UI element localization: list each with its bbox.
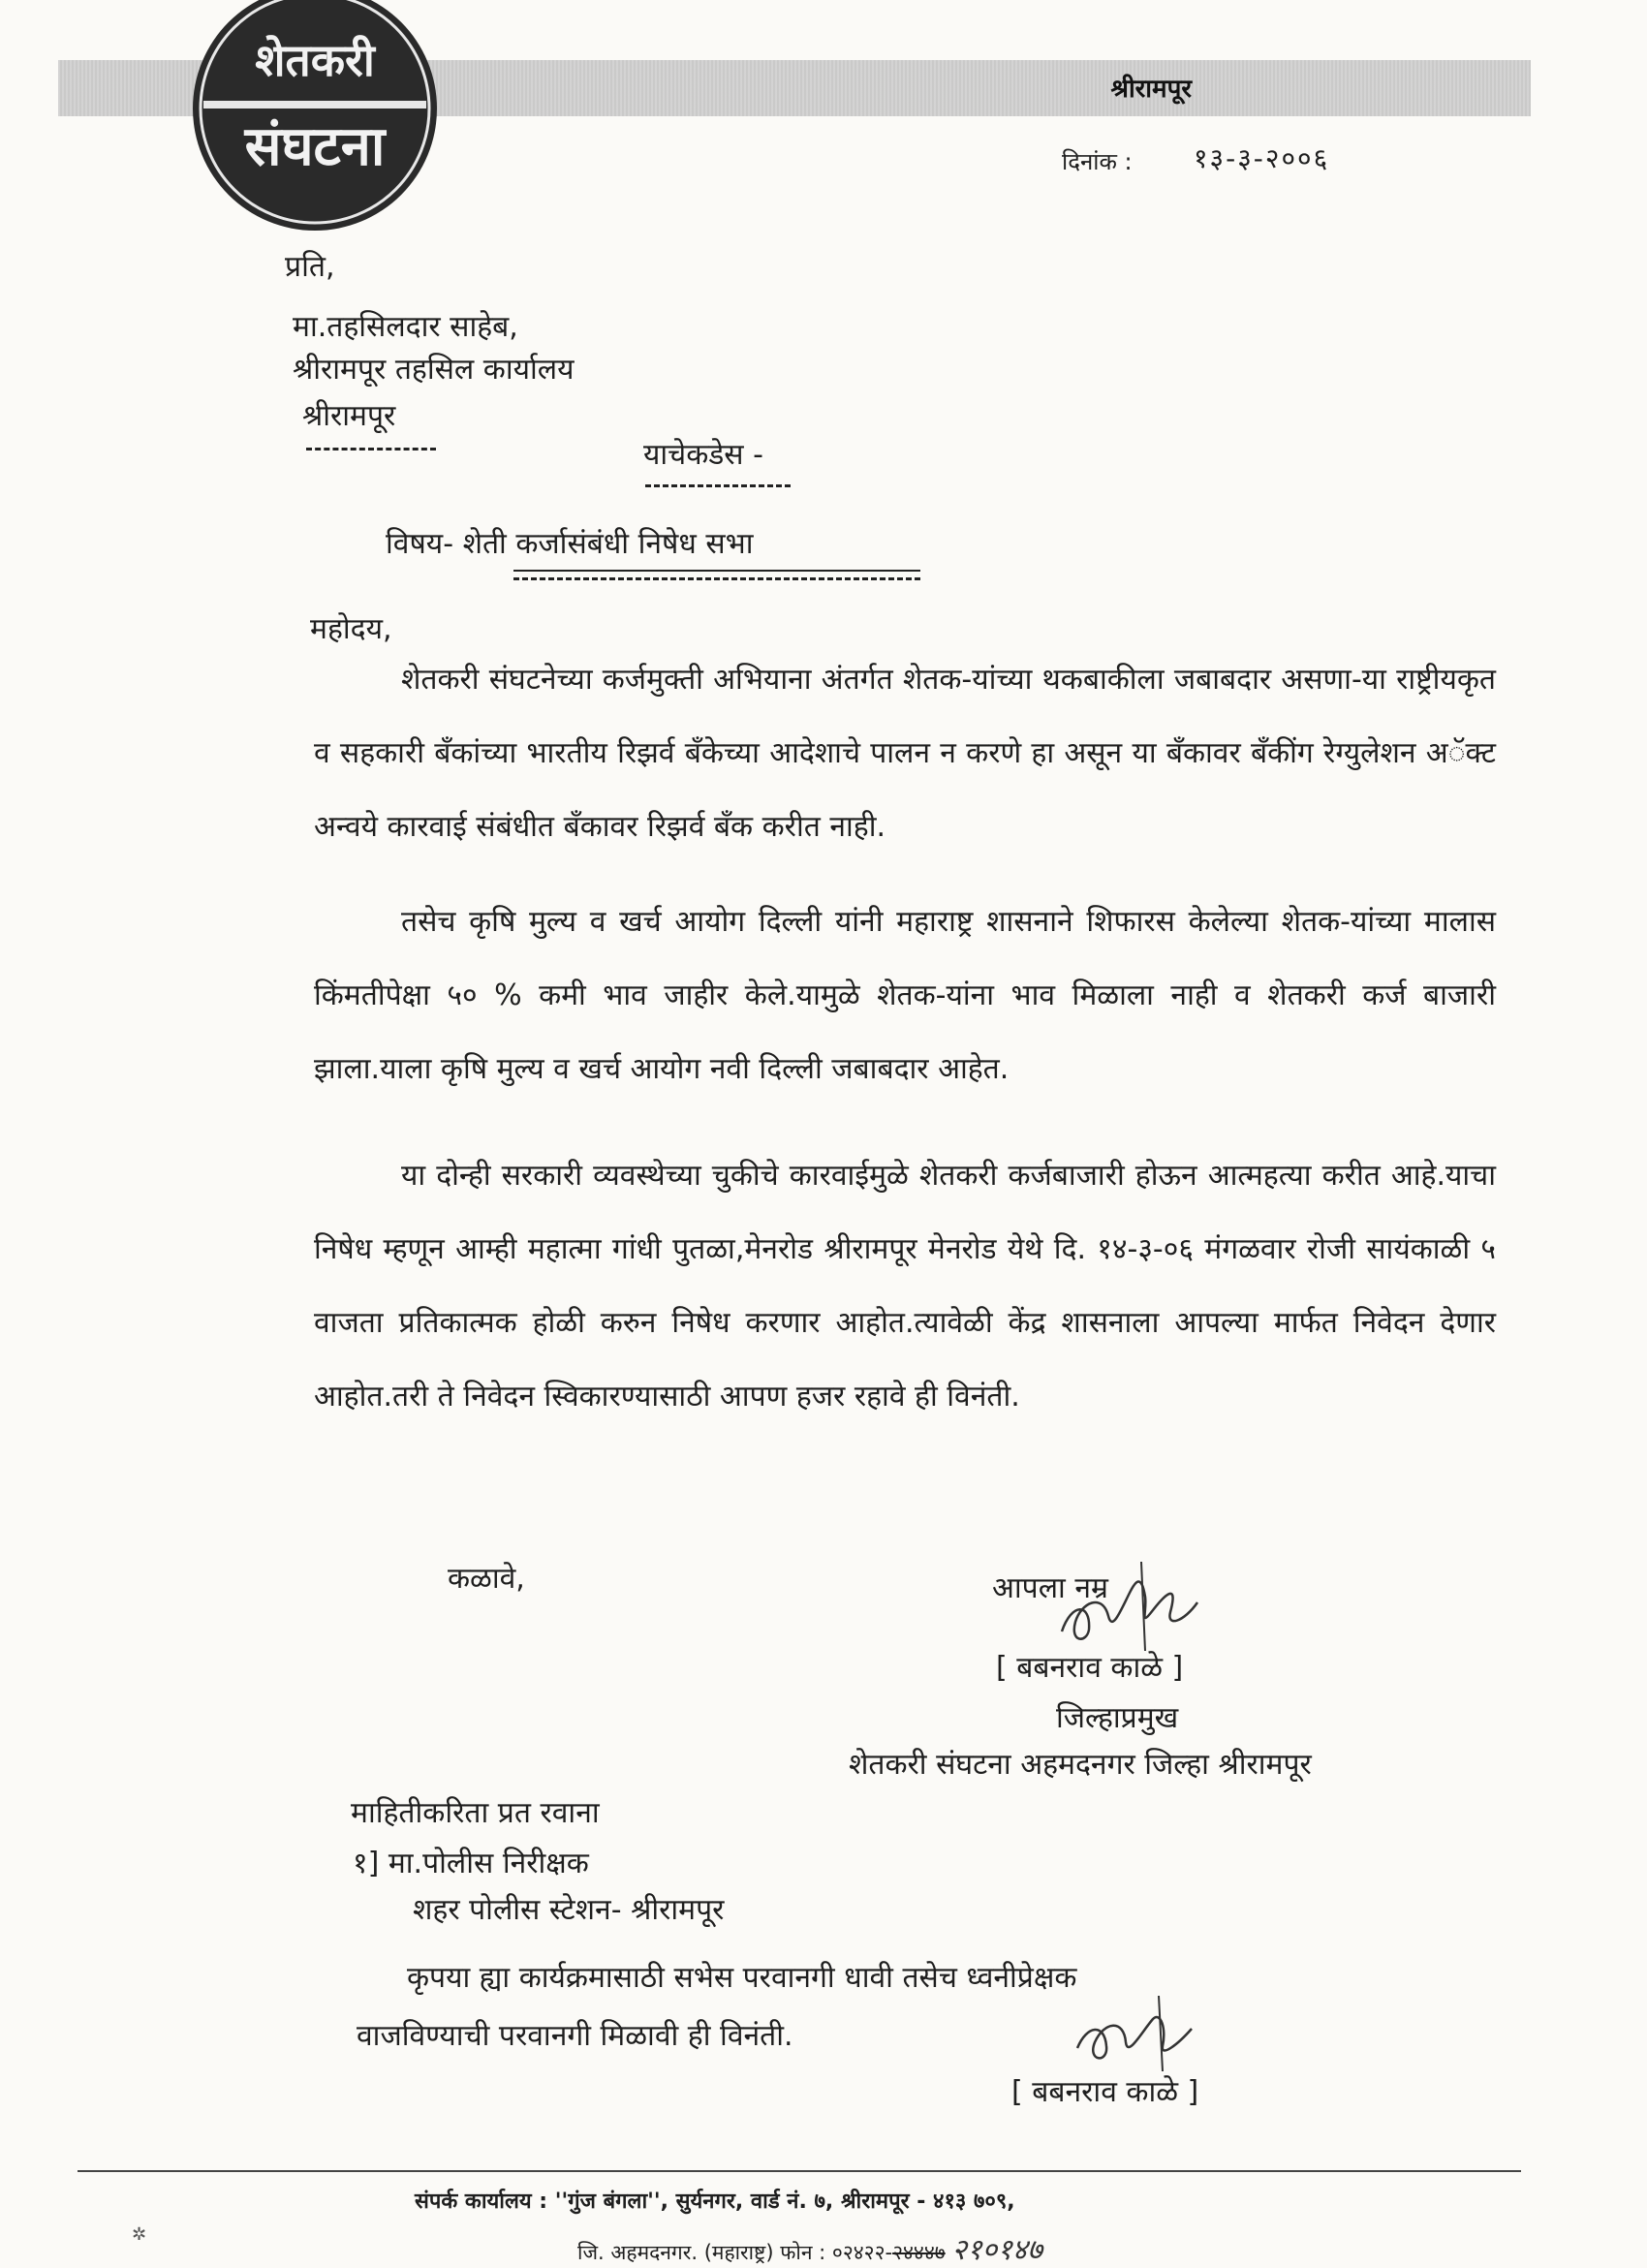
footer-phone-handwritten: २१०१४७ — [951, 2233, 1042, 2267]
body-paragraph-1 — [314, 643, 1496, 864]
address-underline — [306, 448, 436, 450]
signature-icon — [1066, 1990, 1211, 2077]
signoff-aapla: आपला नम्र — [992, 1571, 1108, 1605]
footer-address-line2 — [577, 2228, 1042, 2268]
signoff-name: [ बबनराव काळे ] — [996, 1651, 1184, 1685]
address-prati: प्रति, — [285, 250, 335, 284]
footer-phone-struck: २४४४७ — [892, 2241, 946, 2264]
footer-address-line1: संपर्क कार्यालय : ''गुंज बंगला'', सुर्यनगर, वार्ड नं. ७, श्रीरामपूर - ४१३ ७०९, — [415, 2190, 1015, 2214]
address-line2: श्रीरामपूर तहसिल कार्यालय — [293, 353, 575, 387]
paragraph-text: तसेच कृषि मुल्य व खर्च आयोग दिल्ली यांनी महाराष्ट्र शासनाने शिफारस केलेल्या शेतक-यांच्या मालास किंमतीपेक्षा ५० % कमी भाव जाहीर केले.यामुळे शेतक-यांना भाव मिळाला नाही व शेतकरी कर्ज बाजारी झाला.याला कृषि मुल्य व खर्च आयोग नवी दिल्ली जबाबदार आहेत. — [314, 905, 1496, 1086]
footer-phone-label: जि. अहमदनगर. (महाराष्ट्र) फोन : ०२४२२- — [577, 2241, 893, 2264]
subject-prefix: विषय- — [386, 527, 454, 561]
subject-underline — [513, 570, 920, 572]
signature-icon — [1052, 1554, 1207, 1661]
address-line3: श्रीरामपूर — [302, 399, 396, 433]
paragraph-text: या दोन्ही सरकारी व्यवस्थेच्या चुकीचे कारवाईमुळे शेतकरी कर्जबाजारी होऊन आत्महत्या करीत आहे.याचा निषेध म्हणून आम्ही महात्मा गांधी पुतळा,मेनरोड श्रीरामपूर मेनरोड येथे दि. १४-३-०६ मंगळवार रोजी सायंकाळी ५ वाजता प्रतिकात्मक होळी करुन निषेध करणार आहोत.त्यावेळी केंद्र शासनाला आपल्या मार्फत निवेदन देणार आहोत.तरी ते निवेदन स्विकारण्यासाठी आपण हजर रहावे ही विनंती. — [314, 1159, 1496, 1414]
date-value: १३-३-२००६ — [1194, 142, 1330, 174]
footer-mark-icon: ✲ — [132, 2224, 147, 2245]
date-label: दिनांक : — [1062, 148, 1133, 175]
signature-2 — [1066, 1990, 1211, 2081]
signoff-title: जिल्हाप्रमुख — [1056, 1701, 1179, 1735]
signature-1 — [1052, 1554, 1207, 1664]
copy-item-1: १] मा.पोलीस निरीक्षक — [353, 1847, 589, 1880]
signoff-org-line: शेतकरी संघटना अहमदनगर जिल्हा श्रीरामपूर — [849, 1748, 1312, 1782]
subject-line — [386, 527, 754, 562]
logo-circle-icon — [190, 0, 440, 242]
attention-underline — [645, 484, 791, 487]
attention-line: याचेकडेस - — [643, 438, 763, 472]
body-paragraph-3 — [314, 1139, 1496, 1434]
body-paragraph-2 — [314, 885, 1496, 1106]
copy-request-line2: वाजविण्याची परवानगी मिळावी ही विनंती. — [357, 2019, 793, 2053]
organization-logo — [190, 0, 440, 242]
footer-divider — [78, 2170, 1521, 2172]
logo-text-top: शेतकरी — [255, 34, 375, 86]
subject-text: शेती कर्जासंबंधी निषेध सभा — [462, 527, 754, 561]
closing-kalave: कळावे, — [448, 1562, 525, 1596]
copy-heading: माहितीकरिता प्रत रवाना — [351, 1796, 600, 1830]
subject-underline-dashed — [513, 577, 920, 580]
copy-signoff-name: [ बबनराव काळे ] — [1011, 2075, 1199, 2109]
salutation: महोदय, — [310, 612, 392, 646]
header-band-text: श्रीरामपूर — [1110, 75, 1192, 104]
address-line1: मा.तहसिलदार साहेब, — [293, 310, 518, 344]
copy-item-1-line2: शहर पोलीस स्टेशन- श्रीरामपूर — [413, 1893, 725, 1927]
logo-text-bottom: संघटना — [244, 115, 386, 178]
copy-request-line1: कृपया ह्या कार्यक्रमासाठी सभेस परवानगी धावी तसेच ध्वनीप्रेक्षक — [407, 1961, 1077, 1995]
paragraph-text: शेतकरी संघटनेच्या कर्जमुक्ती अभियाना अंतर्गत शेतक-यांच्या थकबाकीला जबाबदार असणा-या राष्ट्रीयकृत व सहकारी बँकांच्या भारतीय रिझर्व बँकेच्या आदेशाचे पालन न करणे हा असून या बँकावर बँकींग रेग्युलेशन अॅक्ट अन्वये कारवाई संबंधीत बँकावर रिझर्व बँक करीत नाही. — [314, 663, 1496, 844]
